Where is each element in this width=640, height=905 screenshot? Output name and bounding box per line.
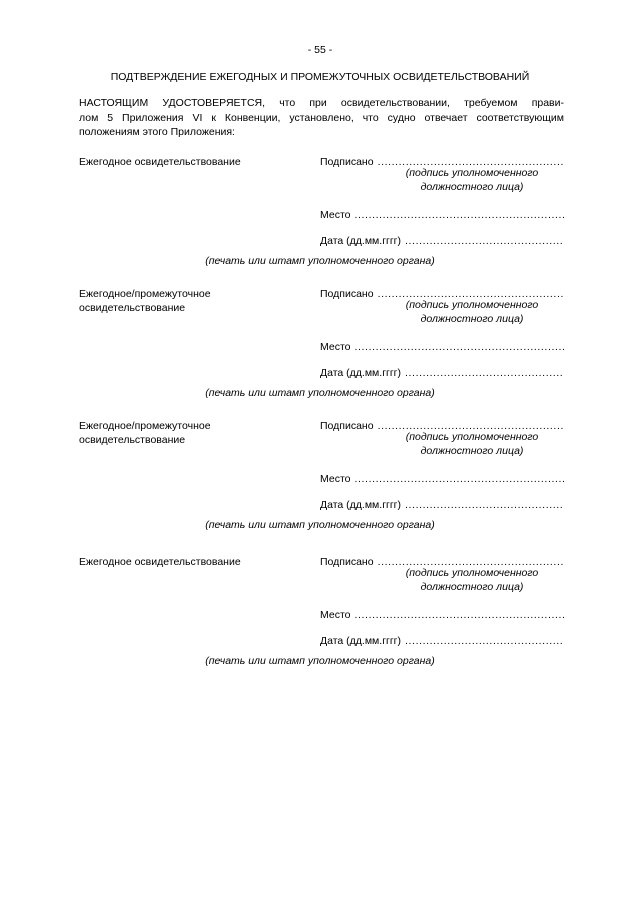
place-label: Место [320, 609, 351, 621]
place-field[interactable] [320, 472, 564, 486]
signed-label: Подписано [320, 288, 374, 300]
signature-caption-line: (подпись уполномоченного [405, 167, 539, 179]
date-field[interactable] [320, 634, 564, 648]
intro-line: НАСТОЯЩИМ УДОСТОВЕРЯЕТСЯ, что при освидетельствовании, требуемом прави- [79, 97, 564, 109]
signature-caption [380, 567, 564, 594]
date-field[interactable] [320, 498, 564, 512]
survey-type-label [79, 419, 279, 447]
signature-caption [380, 431, 564, 458]
date-label: Дата (дд.мм.гггг) [320, 235, 402, 247]
signature-caption [380, 167, 564, 194]
intro-line: положениям этого Приложения: [79, 126, 235, 138]
seal-caption: (печать или штамп уполномоченного органа) [205, 655, 435, 667]
date-field[interactable] [320, 366, 564, 380]
signature-caption-line: (подпись уполномоченного [405, 299, 539, 311]
place-field[interactable] [320, 340, 564, 354]
survey-endorsement-block [0, 155, 640, 275]
signature-caption-line: должностного лица) [420, 444, 524, 457]
place-label: Место [320, 209, 351, 221]
signature-caption-line: (подпись уполномоченного [405, 431, 539, 443]
place-line[interactable] [355, 472, 565, 486]
date-line[interactable] [405, 234, 564, 248]
survey-type-line: Ежегодное/промежуточное [79, 420, 211, 432]
survey-endorsement-block [0, 287, 640, 407]
survey-endorsement-block [0, 555, 640, 675]
survey-type-line: освидетельствование [79, 302, 186, 314]
page-number: - 55 - [307, 44, 333, 56]
survey-type-line: освидетельствование [79, 434, 186, 446]
seal-caption: (печать или штамп уполномоченного органа) [205, 255, 435, 267]
seal-caption: (печать или штамп уполномоченного органа) [205, 519, 435, 531]
signature-caption-line: должностного лица) [420, 180, 524, 193]
survey-type-line: Ежегодное освидетельствование [79, 156, 241, 168]
page-title: ПОДТВЕРЖДЕНИЕ ЕЖЕГОДНЫХ И ПРОМЕЖУТОЧНЫХ ОСВИДЕТЕЛЬСТВОВАНИЙ [110, 71, 530, 83]
survey-type-line: Ежегодное/промежуточное [79, 288, 211, 300]
date-label: Дата (дд.мм.гггг) [320, 499, 402, 511]
place-label: Место [320, 341, 351, 353]
place-label: Место [320, 473, 351, 485]
survey-type-label [79, 287, 279, 315]
date-label: Дата (дд.мм.гггг) [320, 635, 402, 647]
place-line[interactable] [355, 608, 565, 622]
signature-caption-line: должностного лица) [420, 312, 524, 325]
signature-caption [380, 299, 564, 326]
intro-line: лом 5 Приложения VI к Конвенции, установлено, что судно отвечает соответствующим [79, 111, 564, 124]
survey-type-line: Ежегодное освидетельствование [79, 556, 241, 568]
date-field[interactable] [320, 234, 564, 248]
place-field[interactable] [320, 608, 564, 622]
date-line[interactable] [405, 634, 564, 648]
place-field[interactable] [320, 208, 564, 222]
date-line[interactable] [405, 498, 564, 512]
signature-caption-line: должностного лица) [420, 580, 524, 593]
date-label: Дата (дд.мм.гггг) [320, 367, 402, 379]
signed-label: Подписано [320, 156, 374, 168]
survey-type-label [79, 555, 279, 569]
place-line[interactable] [355, 208, 565, 222]
intro-paragraph [79, 96, 564, 140]
signature-caption-line: (подпись уполномоченного [405, 567, 539, 579]
date-line[interactable] [405, 366, 564, 380]
place-line[interactable] [355, 340, 565, 354]
survey-endorsement-block [0, 419, 640, 539]
seal-caption: (печать или штамп уполномоченного органа) [205, 387, 435, 399]
signed-label: Подписано [320, 556, 374, 568]
signed-label: Подписано [320, 420, 374, 432]
survey-type-label [79, 155, 279, 169]
